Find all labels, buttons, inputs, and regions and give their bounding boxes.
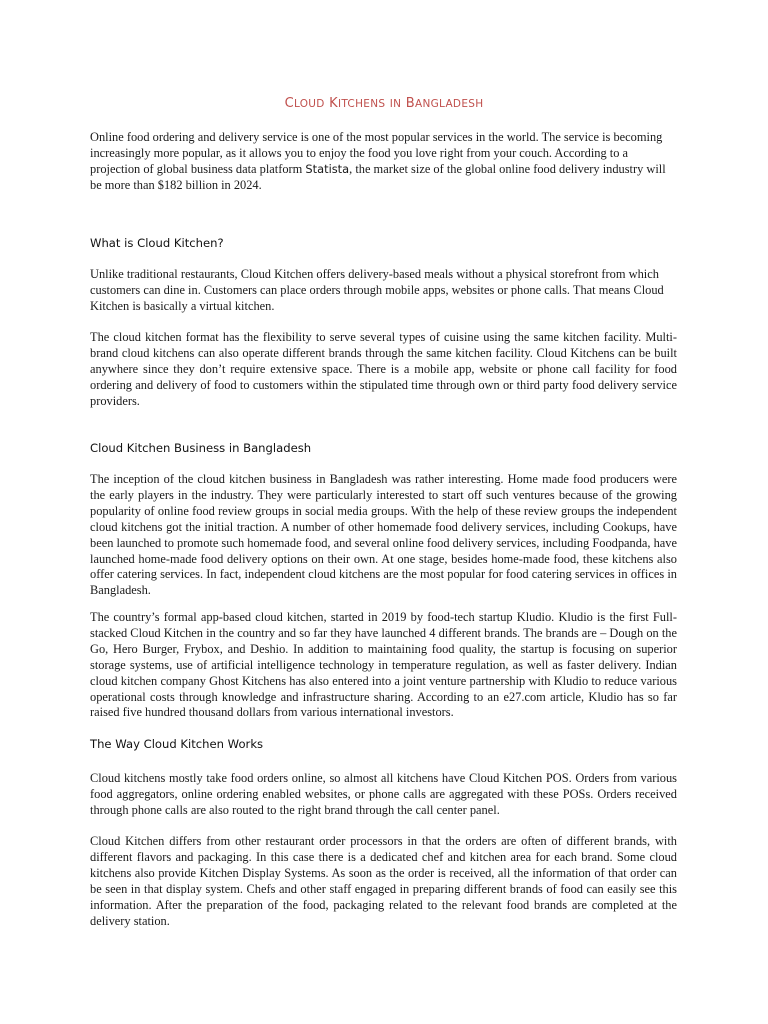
title-word-1: CLOUD xyxy=(284,96,325,111)
section-2-paragraph-1: The inception of the cloud kitchen business in Bangladesh was rather interesting. Home made food producers were the early players in the industry. They were particularly interested to start off such ventures because of the growing popularity of online food review groups in social media groups. With the help of these review groups the independent cloud kitchens got the initial traction. A number of other homemade food delivery services, including Cookups, have been launched to promote such homemade food, and several online food delivery services, including Foodpanda, have launched home-made food delivery options on their own. At one stage, besides home-made food, these kitchens also offer catering services. In fact, independent cloud kitchens are the most popular for food catering services in offices in Bangladesh. xyxy=(90,472,678,598)
statista-brand-text: Statista xyxy=(305,161,350,176)
title-word-2: KITCHENS xyxy=(329,96,386,111)
title-word-3: IN xyxy=(389,98,402,110)
section-2-paragraph-2: The country’s formal app-based cloud kitchen, started in 2019 by food-tech startup Kludio. Kludio is the first Full-stacked Cloud Kitchen in the country and so far they have launched 4 different brands. The brands are – Dough on the Go, Hero Burger, Frybox, and Deshio. In addition to maintaining food quality, the startup is focusing on superior storage systems, use of artificial intelligence technology in temperature regulation, as well as faster delivery. Indian cloud kitchen company Ghost Kitchens has also entered into a joint venture partnership with Kludio to reduce various operational costs through knowledge and infrastructure sharing. According to an e27.com article, Kludio has so far raised five hundred thousand dollars from various international investors. xyxy=(90,610,677,720)
intro-paragraph: Online food ordering and delivery service is one of the most popular services in the world. The service is becoming increasingly more popular, as it allows you to enjoy the food you love right from your couch. According to a projection of global business data platform Statista, the market size of the global online food delivery industry will be more than $182 billion in 2024. xyxy=(90,130,666,192)
section-3-paragraph-2: Cloud Kitchen differs from other restaurant order processors in that the orders are often of different brands, with different flavors and packaging. In this case there is a dedicated chef and kitchen area for each brand. Some cloud kitchens also provide Kitchen Display Systems. As soon as the order is received, all the information of that order can be seen in that display system. Chefs and other staff engaged in preparing different brands of food can easily see this information. After the preparation of the food, packaging related to the relevant food brands are completed at the delivery station. xyxy=(90,834,677,928)
section-3-paragraph-1: Cloud kitchens mostly take food orders online, so almost all kitchens have Cloud Kitchen POS. Orders from various food aggregators, online ordering enabled websites, or phone calls are aggregated with these POSs. Orders received through phone calls are also routed to the right brand through the call center panel. xyxy=(90,771,677,817)
document-title xyxy=(0,96,768,111)
section-1-paragraph-2: The cloud kitchen format has the flexibility to serve several types of cuisine using the same kitchen facility. Multi-brand cloud kitchens can also operate different brands through the same kitchen facility. Cloud Kitchens can be built anywhere since they don’t require extensive space. There is a mobile app, website or phone call facility for food ordering and delivery of food to customers within the stipulated time through own or third party food delivery service providers. xyxy=(90,330,677,408)
section-heading-business-in-bangladesh: Cloud Kitchen Business in Bangladesh xyxy=(90,441,312,455)
section-heading-way-cloud-kitchen-works: The Way Cloud Kitchen Works xyxy=(90,737,264,751)
title-word-4: BANGLADESH xyxy=(405,96,484,111)
section-1-paragraph-1: Unlike traditional restaurants, Cloud Kitchen offers delivery-based meals without a physical storefront from which customers can dine in. Customers can place orders through mobile apps, websites or phone calls. That means Cloud Kitchen is basically a virtual kitchen. xyxy=(90,267,664,313)
section-heading-what-is-cloud-kitchen: What is Cloud Kitchen? xyxy=(90,236,224,250)
